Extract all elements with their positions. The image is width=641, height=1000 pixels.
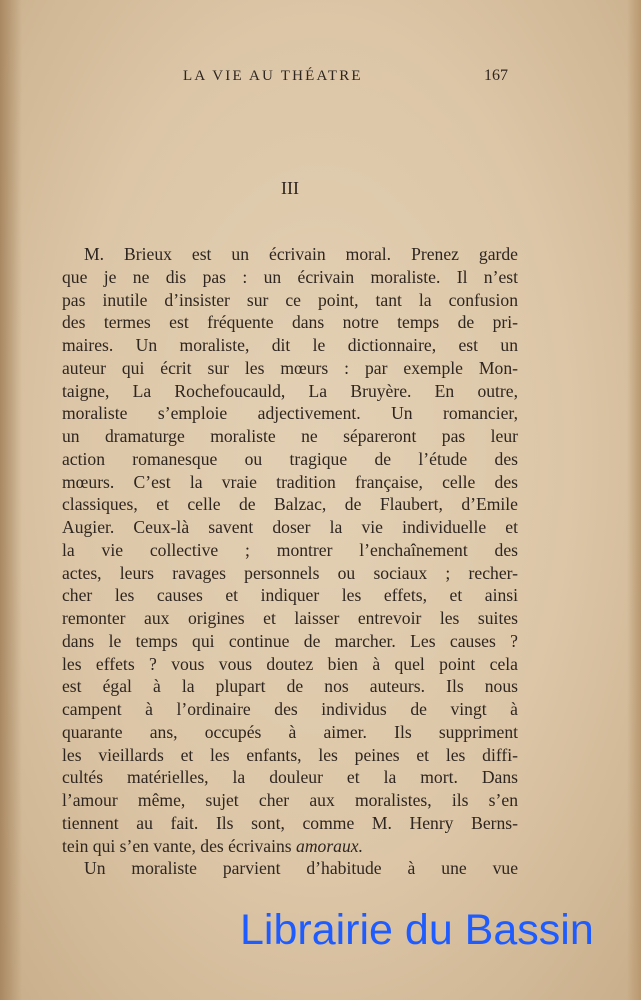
text-line: M. Brieux est un écrivain moral. Prenez garde <box>84 244 518 264</box>
text-line: action romanesque ou tragique de l’étude des <box>62 448 518 469</box>
text-line: remonter aux origines et laisser entrevoir les suites <box>62 608 518 628</box>
page-edge-shadow <box>0 0 22 1000</box>
text-line: taigne, La Rochefoucauld, La Bruyère. En outre, <box>62 380 518 401</box>
section-heading: III <box>281 178 299 198</box>
text-line: classiques, et celle de Balzac, de Flaubert, d’Emile <box>62 494 518 515</box>
text-line: les effets ? vous vous doutez bien à quel point cela <box>62 653 518 674</box>
text-line <box>62 835 518 858</box>
text-line: auteur qui écrit sur les mœurs : par exemple Mon- <box>62 357 518 378</box>
text-line: campent à l’ordinaire des individus de vingt à <box>62 699 518 719</box>
text-line: que je ne dis pas : un écrivain moraliste. Il n’est <box>62 266 518 287</box>
running-title: LA VIE AU THÉATRE <box>183 68 363 84</box>
text-line: actes, leurs ravages personnels ou sociaux ; recher- <box>62 562 518 583</box>
text-line: dans le temps qui continue de marcher. Les causes ? <box>62 630 518 651</box>
text-line: maires. Un moraliste, dit le dictionnaire, est un <box>62 335 518 355</box>
text-line: cher les causes et indiquer les effets, et ainsi <box>62 585 518 606</box>
page-number: 167 <box>484 67 508 84</box>
text-line: tiennent au fait. Ils sont, comme M. Henry Berns- <box>62 812 518 833</box>
text-line: les vieillards et les enfants, les peines et les diffi- <box>62 744 518 765</box>
text-line: Augier. Ceux-là savent doser la vie individuelle et <box>62 517 518 537</box>
italic-word: amoraux. <box>296 835 363 856</box>
text-line: Un moraliste parvient d’habitude à une vue <box>84 858 518 879</box>
text-line: cultés matérielles, la douleur et la mort. Dans <box>62 767 518 788</box>
text-line: des termes est fréquente dans notre temps de pri- <box>62 312 518 333</box>
watermark: Librairie du Bassin <box>240 906 594 954</box>
body-text <box>62 243 518 880</box>
page-edge-shadow-right <box>627 0 641 1000</box>
text-line: quarante ans, occupés à aimer. Ils suppriment <box>62 721 518 742</box>
text-line: moraliste s’emploie adjectivement. Un romancier, <box>62 403 518 424</box>
text-line: un dramaturge moraliste ne sépareront pas leur <box>62 426 518 446</box>
text-line: la vie collective ; montrer l’enchaînement des <box>62 539 518 560</box>
text-line: est égal à la plupart de nos auteurs. Ils nous <box>62 676 518 697</box>
text-span: tein qui s’en vante, des écrivains <box>62 835 292 856</box>
text-line: l’amour même, sujet cher aux moralistes, ils s’en <box>62 790 518 810</box>
text-line: mœurs. C’est la vraie tradition française, celle des <box>62 471 518 492</box>
text-line: pas inutile d’insister sur ce point, tant la confusion <box>62 289 518 310</box>
